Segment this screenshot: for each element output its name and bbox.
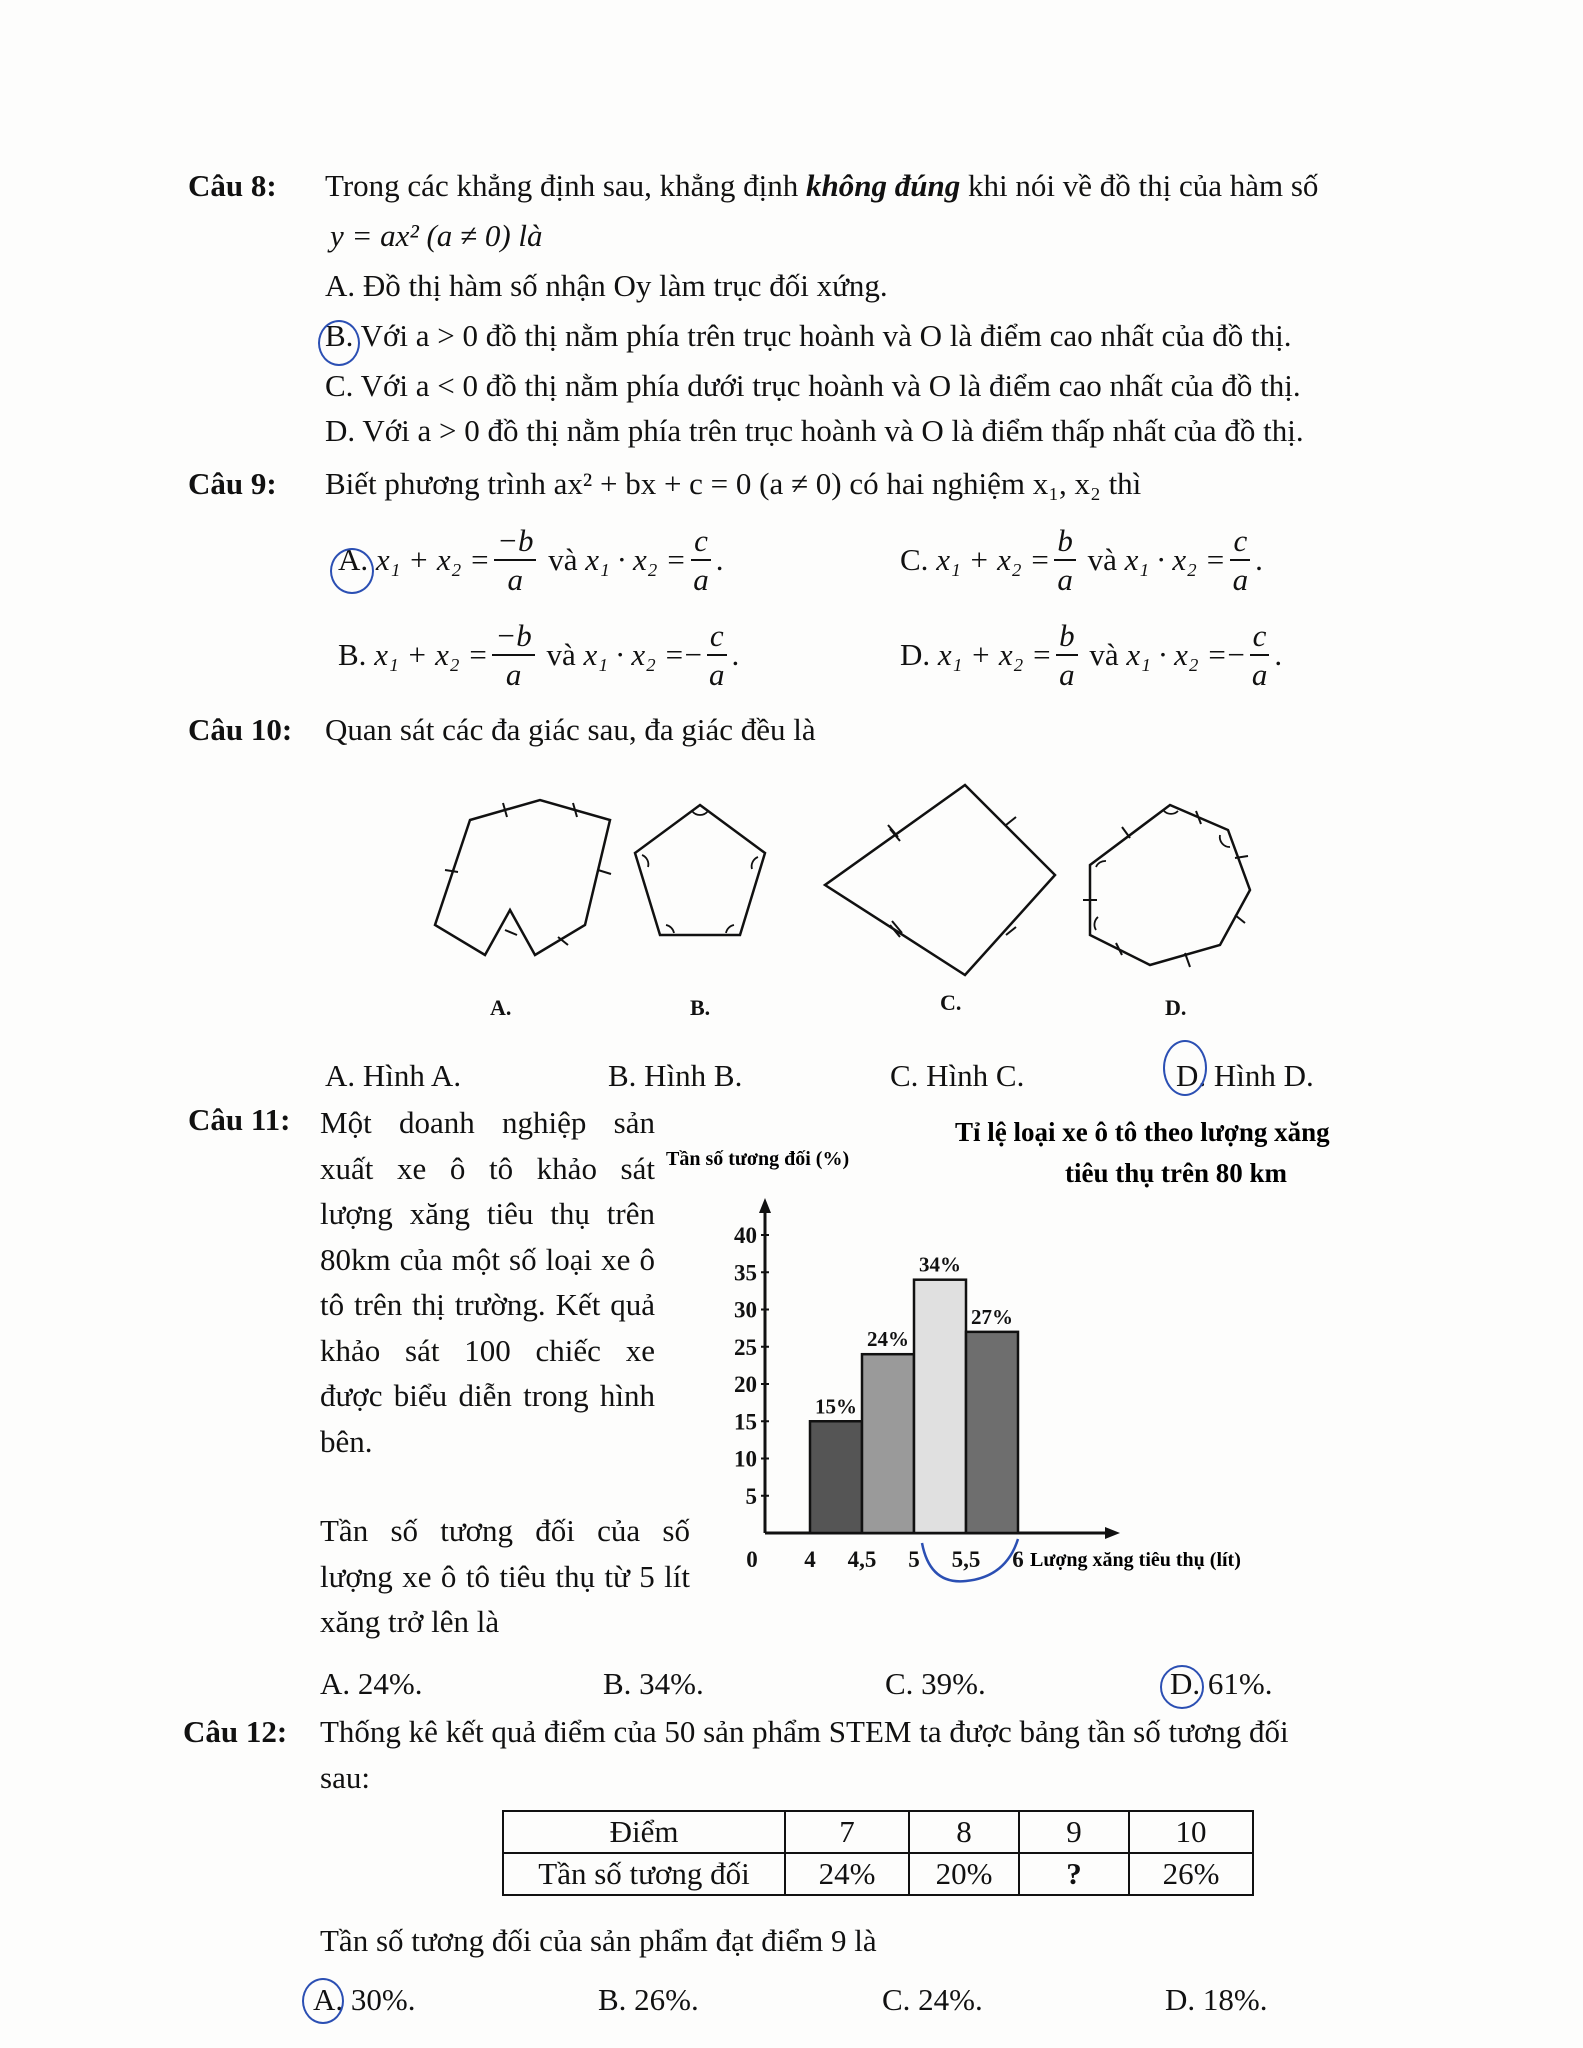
x-axis-arrow bbox=[1105, 1527, 1120, 1539]
question-12-option-d: D. 18%. bbox=[1165, 1982, 1268, 2017]
table-cell: ? bbox=[1019, 1853, 1129, 1895]
chart-x-axis-label: Lượng xăng tiêu thụ (lít) bbox=[1030, 1549, 1241, 1571]
question-11-option-c: C. 39%. bbox=[885, 1666, 986, 1701]
question-12-question: Tần số tương đối của sản phẩm đạt điểm 9 là bbox=[320, 1923, 877, 1958]
answer-circle-q10 bbox=[1163, 1040, 1207, 1096]
chart-title-line2: tiêu thụ trên 80 km bbox=[1065, 1158, 1287, 1188]
y-tick-label: 15 bbox=[734, 1409, 757, 1435]
y-tick-label: 40 bbox=[734, 1223, 757, 1248]
question-9-option-d: D. x₁ + x₂ = $\frac{b}{a}$ và x₁ · x₂ = − $\frac{c}{a}$ . bbox=[900, 618, 1283, 692]
table-row-values bbox=[503, 1853, 1253, 1895]
polygon-d bbox=[1090, 805, 1250, 965]
answer-circle-q9 bbox=[330, 548, 374, 594]
bar-data-label: 24% bbox=[867, 1327, 909, 1352]
table-row-header bbox=[503, 1811, 1253, 1853]
y-tick-label: 5 bbox=[745, 1483, 757, 1509]
question-8-option-d: D. Với a > 0 đồ thị nằm phía trên trục hoành và O là điểm thấp nhất của đồ thị. bbox=[325, 413, 1304, 448]
question-11-question: Tần số tương đối của số lượng xe ô tô tiêu thụ từ 5 lít xăng trở lên là bbox=[320, 1513, 690, 1639]
question-12-option-a: A. 30%. bbox=[313, 1982, 416, 2017]
y-tick-label: 30 bbox=[734, 1297, 757, 1323]
table-cell: 24% bbox=[785, 1853, 909, 1895]
question-8-option-c: C. Với a < 0 đồ thị nằm phía dưới trục hoành và O là điểm cao nhất của đồ thị. bbox=[325, 368, 1301, 403]
y-tick-label: 25 bbox=[734, 1334, 757, 1360]
question-11-text: Một doanh nghiệp sản xuất xe ô tô khảo sát lượng xăng tiêu thụ trên 80km của một số loại xe ô tô trên thị trường. Kết quả khảo sát 100 chiếc xe được biểu diễn trong hình bên. bbox=[320, 1105, 655, 1459]
question-12-label: Câu 12: bbox=[183, 1714, 288, 1749]
table-header-cell: 9 bbox=[1019, 1811, 1129, 1853]
question-8-emphasis: không đúng bbox=[806, 168, 961, 203]
x-tick-label: 4 bbox=[804, 1547, 816, 1572]
question-12-stem-line1: Thống kê kết quả điểm của 50 sản phẩm STEM ta được bảng tần số tương đối bbox=[320, 1714, 1289, 1749]
histogram-bar bbox=[966, 1332, 1018, 1533]
figure-label-b: B. bbox=[690, 995, 711, 1020]
answer-circle-q12 bbox=[302, 1978, 344, 2024]
question-9-stem: Biết phương trình ax² + bx + c = 0 (a ≠ 0) có hai nghiệm x₁, x₂ thì bbox=[325, 466, 1142, 501]
polygon-a bbox=[435, 800, 610, 955]
question-9-option-c: C. x₁ + x₂ = $\frac{b}{a}$ và x₁ · x₂ = $\frac{c}{a}$ . bbox=[900, 523, 1263, 597]
question-11-label: Câu 11: bbox=[188, 1102, 291, 1137]
question-10-option-d: D. Hình D. bbox=[1176, 1058, 1314, 1093]
table-header-cell: 7 bbox=[785, 1811, 909, 1853]
x-tick-label: 5,5 bbox=[951, 1547, 981, 1572]
histogram-bar bbox=[862, 1354, 914, 1533]
table-header-cell: Điểm bbox=[503, 1811, 785, 1853]
question-9-option-a: A. x₁ + x₂ = $\frac{-b}{a}$ và x₁ · x₂ = $\frac{c}{a}$ . bbox=[338, 523, 724, 597]
y-tick-label: 35 bbox=[734, 1260, 757, 1286]
bar-data-label: 15% bbox=[815, 1394, 857, 1419]
frequency-table bbox=[502, 1810, 1254, 1896]
question-10-option-b: B. Hình B. bbox=[608, 1058, 743, 1093]
figure-label-a: A. bbox=[490, 995, 512, 1020]
question-8-stem-part2: khi nói về đồ thị của hàm số bbox=[960, 168, 1319, 203]
question-11-option-b: B. 34%. bbox=[603, 1666, 704, 1701]
table-header-cell: 10 bbox=[1129, 1811, 1253, 1853]
histogram-chart bbox=[660, 1115, 1460, 1585]
figure-label-c: C. bbox=[940, 990, 962, 1015]
table-cell: 20% bbox=[909, 1853, 1019, 1895]
question-10-label: Câu 10: bbox=[188, 712, 293, 747]
question-10-stem: Quan sát các đa giác sau, đa giác đều là bbox=[325, 712, 816, 747]
question-9-option-b: B. x₁ + x₂ = $\frac{-b}{a}$ và x₁ · x₂ = − $\frac{c}{a}$ . bbox=[338, 618, 740, 692]
question-11-option-d: D. 61%. bbox=[1170, 1666, 1273, 1701]
question-8-option-a: A. Đồ thị hàm số nhận Oy làm trục đối xứng. bbox=[325, 268, 888, 303]
answer-circle-q8 bbox=[318, 320, 360, 366]
table-cell: Tần số tương đối bbox=[503, 1853, 785, 1895]
histogram-bar bbox=[914, 1280, 966, 1533]
bar-data-label: 34% bbox=[919, 1252, 961, 1277]
question-9-label: Câu 9: bbox=[188, 466, 277, 501]
question-8-stem-part1: Trong các khẳng định sau, khẳng định bbox=[325, 168, 807, 203]
histogram-bar bbox=[810, 1421, 862, 1533]
polygons-figure bbox=[400, 775, 1300, 1035]
y-axis-arrow bbox=[759, 1198, 771, 1213]
figure-label-d: D. bbox=[1165, 995, 1187, 1020]
chart-y-axis-label: Tần số tương đối (%) bbox=[666, 1148, 850, 1170]
y-tick-label: 10 bbox=[734, 1446, 757, 1472]
question-8-label: Câu 8: bbox=[188, 168, 277, 203]
question-10-option-c: C. Hình C. bbox=[890, 1058, 1025, 1093]
x-tick-label: 5 bbox=[908, 1547, 920, 1572]
table-cell: 26% bbox=[1129, 1853, 1253, 1895]
question-12-option-b: B. 26%. bbox=[598, 1982, 699, 2017]
question-8-stem bbox=[325, 168, 1318, 204]
question-12-stem-line2: sau: bbox=[320, 1760, 370, 1795]
polygon-c bbox=[825, 785, 1055, 975]
x-tick-label: 0 bbox=[746, 1547, 758, 1572]
y-tick-label: 20 bbox=[734, 1372, 757, 1397]
question-11-option-a: A. 24%. bbox=[320, 1666, 423, 1701]
table-header-cell: 8 bbox=[909, 1811, 1019, 1853]
question-10-option-a: A. Hình A. bbox=[325, 1058, 462, 1093]
question-8-option-b: B. Với a > 0 đồ thị nằm phía trên trục hoành và O là điểm cao nhất của đồ thị. bbox=[325, 318, 1292, 353]
x-tick-label: 4,5 bbox=[847, 1547, 877, 1572]
chart-title-line1: Tỉ lệ loại xe ô tô theo lượng xăng bbox=[955, 1117, 1330, 1147]
bar-data-label: 27% bbox=[971, 1304, 1013, 1329]
question-12-option-c: C. 24%. bbox=[882, 1982, 983, 2017]
answer-circle-q11 bbox=[1160, 1665, 1204, 1709]
x-tick-label: 6 bbox=[1012, 1547, 1024, 1572]
question-8-function: y = ax² (a ≠ 0) là bbox=[330, 218, 543, 253]
chart-plot-area bbox=[734, 1198, 1120, 1581]
polygon-b bbox=[635, 805, 765, 935]
